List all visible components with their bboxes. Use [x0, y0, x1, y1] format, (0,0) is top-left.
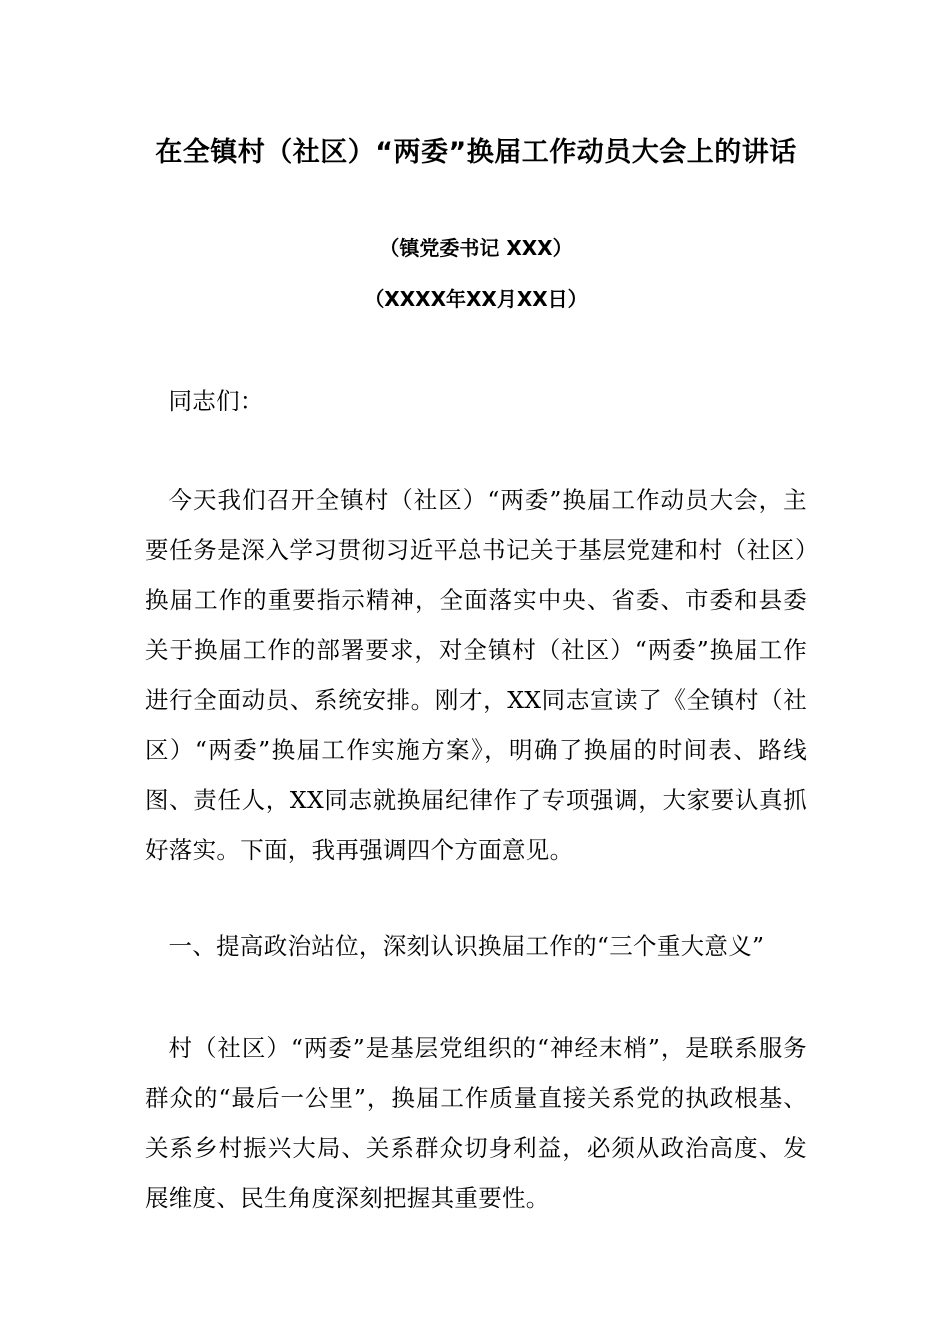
salutation: 同志们：: [168, 387, 264, 415]
intro-paragraph: 今天我们召开全镇村（社区）“两委”换届工作动员大会，主要任务是深入学习贯彻习近平总书记关于基层党建和村（社区）换届工作的重要指示精神，全面落实中央、省委、市委和县委关于换届工作的部署要求，对全镇村（社区）“两委”换届工作进行全面动员、系统安排。刚才，XX同志宣读了《全镇村（社区）“两委”换届工作实施方案》，明确了换届的时间表、路线图、责任人，XX同志就换届纪律作了专项强调，大家要认真抓好落实。下面，我再强调四个方面意见。: [145, 486, 807, 864]
document-title: 在全镇村（社区）“两委”换届工作动员大会上的讲话: [155, 137, 797, 168]
section-1-paragraph: 村（社区）“两委”是基层党组织的“神经末梢”，是联系服务群众的“最后一公里”，换届工作质量直接关系党的执政根基、关系乡村振兴大局、关系群众切身利益，必须从政治高度、发展维度、民生角度深刻把握其重要性。: [145, 1034, 807, 1212]
speaker-line: （镇党委书记 XXX）: [379, 236, 573, 260]
date-line: （XXXX年XX月XX日）: [364, 287, 588, 311]
section-heading-1: 一、提高政治站位，深刻认识换届工作的“三个重大意义”: [168, 932, 765, 960]
